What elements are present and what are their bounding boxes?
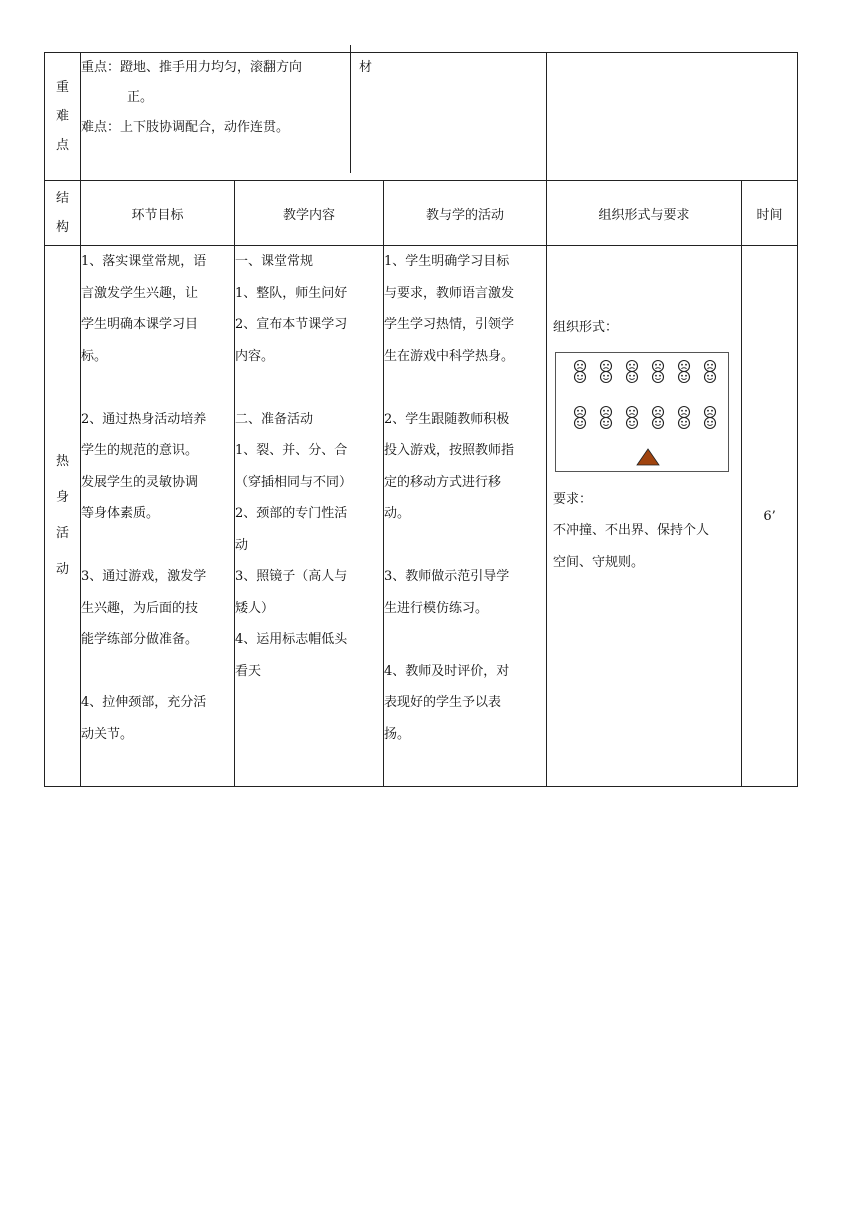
activity-line: 定的移动方式进行移 bbox=[384, 474, 502, 490]
formation-svg bbox=[556, 353, 728, 471]
content-line: 矮人） bbox=[235, 600, 275, 616]
req-line-2: 空间、守规则。 bbox=[553, 554, 645, 570]
activity-line: 2、学生跟随教师积极 bbox=[384, 411, 510, 427]
student-double-face-icon bbox=[705, 406, 716, 428]
goal-line bbox=[81, 530, 234, 562]
goal-line: 等身体素质。 bbox=[81, 506, 160, 521]
goal-line: 言激发学生兴趣，让 bbox=[81, 285, 199, 301]
header-row bbox=[45, 181, 798, 246]
lesson-plan-table bbox=[44, 52, 798, 787]
req-label: 要求： bbox=[553, 491, 593, 507]
header-content: 教学内容 bbox=[235, 181, 384, 246]
activity-line: 扬。 bbox=[384, 726, 411, 742]
difficulty-line: 难点：上下肢协调配合，动作连贯。 bbox=[81, 120, 290, 135]
content-line: 一、课堂常规 bbox=[235, 254, 314, 269]
header-structure: 结 构 bbox=[45, 181, 81, 246]
goal-line bbox=[81, 656, 234, 688]
header-organization: 组织形式与要求 bbox=[547, 181, 742, 246]
student-double-face-icon bbox=[575, 360, 586, 382]
key-points-label: 重 难 点 bbox=[45, 53, 81, 181]
activity-line bbox=[384, 372, 546, 404]
student-double-face-icon bbox=[679, 360, 690, 382]
student-double-face-icon bbox=[705, 360, 716, 382]
activity-line: 表现好的学生予以表 bbox=[384, 695, 502, 710]
student-double-face-icon bbox=[601, 406, 612, 428]
content-line: 1、整队，师生问好 bbox=[235, 285, 348, 301]
activity-line: 动。 bbox=[384, 506, 411, 521]
content-line: 动 bbox=[235, 537, 249, 553]
content-line: 二、准备活动 bbox=[235, 411, 314, 427]
activity-line: 投入游戏，按照教师指 bbox=[384, 443, 515, 458]
req-line-1: 不冲撞、不出界、保持个人 bbox=[553, 523, 710, 538]
content-line: （穿插相同与不同） bbox=[235, 474, 353, 490]
activity-line: 3、教师做示范引导学 bbox=[384, 569, 510, 584]
focus-line: 重点：蹬地、推手用力均匀，滚翻方向 bbox=[81, 60, 303, 75]
student-double-face-icon bbox=[653, 406, 664, 428]
goal-line bbox=[81, 372, 234, 404]
activity-line: 与要求，教师语言激发 bbox=[384, 285, 515, 301]
content-cell bbox=[235, 246, 384, 787]
content-line: 2、颈部的专门性活 bbox=[235, 506, 348, 521]
activity-line: 1、学生明确学习目标 bbox=[384, 254, 510, 269]
student-double-face-icon bbox=[575, 406, 586, 428]
goal-line: 生兴趣，为后面的技 bbox=[81, 600, 199, 616]
material-value bbox=[547, 53, 798, 181]
focus-line-cont: 正。 bbox=[127, 90, 154, 105]
content-line: 内容。 bbox=[235, 348, 275, 364]
content-line: 3、照镜子（高人与 bbox=[235, 569, 348, 584]
content-line: 看天 bbox=[235, 663, 262, 679]
goal-line: 4、拉伸颈部，充分活 bbox=[81, 695, 207, 710]
key-points-text bbox=[81, 53, 547, 181]
key-points-row bbox=[45, 53, 798, 181]
goal-line: 学生的规范的意识。 bbox=[81, 443, 199, 458]
activity-line: 4、教师及时评价，对 bbox=[384, 663, 510, 679]
activity-line bbox=[384, 530, 546, 562]
goal-line: 2、通过热身活动培养 bbox=[81, 411, 207, 427]
section-label: 热 身 活 动 bbox=[45, 246, 81, 787]
activity-line: 学生学习热情，引领学 bbox=[384, 317, 515, 332]
org-label: 组织形式： bbox=[553, 320, 619, 335]
goal-line: 动关节。 bbox=[81, 726, 134, 742]
content-line: 4、运用标志帽低头 bbox=[235, 632, 348, 647]
goal-line: 标。 bbox=[81, 348, 108, 364]
activity-cell bbox=[384, 246, 547, 787]
student-double-face-icon bbox=[627, 406, 638, 428]
content-line: 1、裂、并、分、合 bbox=[235, 443, 348, 458]
header-goal: 环节目标 bbox=[81, 181, 235, 246]
time-cell: 6’ bbox=[742, 246, 798, 787]
student-double-face-icon bbox=[679, 406, 690, 428]
activity-line: 生进行模仿练习。 bbox=[384, 600, 489, 616]
student-double-face-icon bbox=[653, 360, 664, 382]
goal-line: 3、通过游戏，激发学 bbox=[81, 569, 207, 584]
organization-cell bbox=[547, 246, 742, 787]
student-double-face-icon bbox=[601, 360, 612, 382]
goal-line: 1、落实课堂常规，语 bbox=[81, 254, 207, 269]
content-line bbox=[235, 372, 383, 404]
goal-cell bbox=[81, 246, 235, 787]
material-label: 材 bbox=[350, 45, 372, 173]
student-double-face-icon bbox=[627, 360, 638, 382]
header-activity: 教与学的活动 bbox=[384, 181, 547, 246]
goal-line: 学生明确本课学习目 bbox=[81, 317, 199, 332]
formation-diagram bbox=[555, 352, 729, 472]
activity-line bbox=[384, 624, 546, 656]
warmup-row bbox=[45, 246, 798, 787]
activity-line: 生在游戏中科学热身。 bbox=[384, 348, 515, 364]
goal-line: 能学练部分做准备。 bbox=[81, 632, 199, 647]
goal-line: 发展学生的灵敏协调 bbox=[81, 474, 199, 490]
content-line: 2、宣布本节课学习 bbox=[235, 317, 348, 332]
teacher-triangle-icon bbox=[637, 449, 659, 465]
header-time: 时间 bbox=[742, 181, 798, 246]
